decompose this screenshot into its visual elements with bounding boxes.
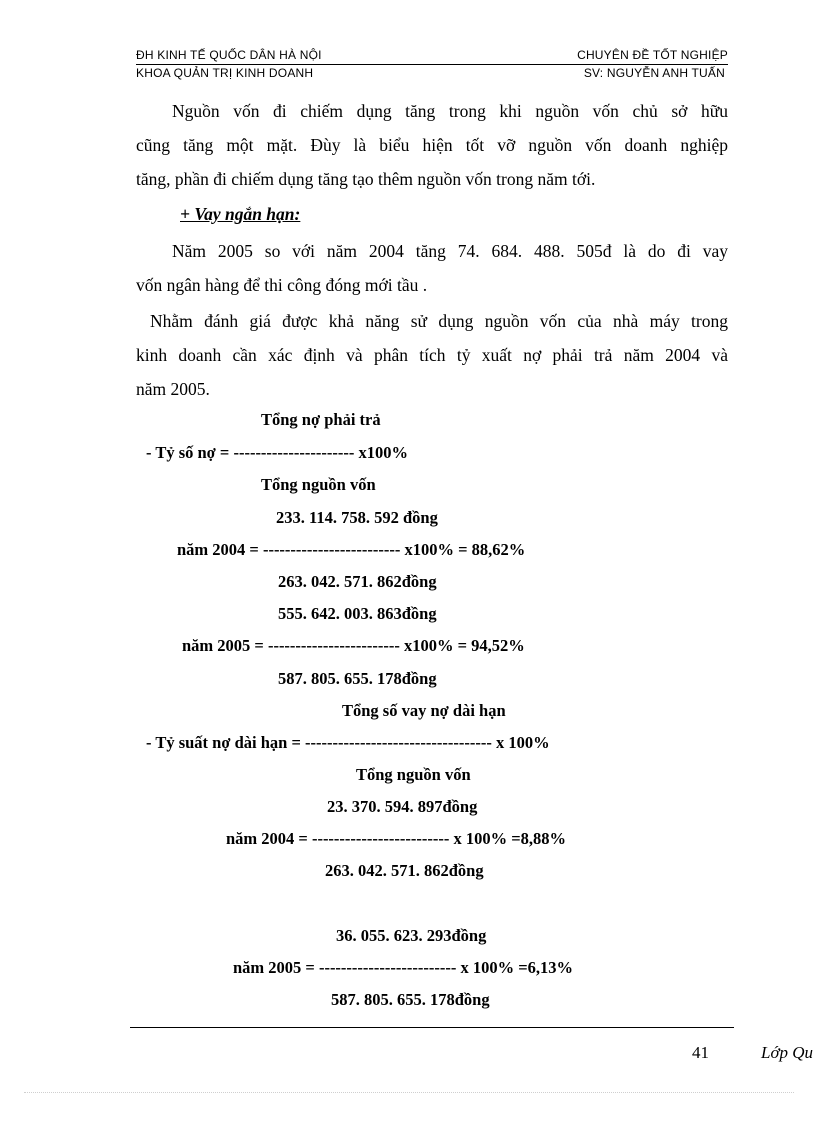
formula1-2005-line: năm 2005 = ------------------------ x100% = 94,52%: [182, 636, 525, 655]
formula1-numerator: Tổng nợ phải trả: [261, 410, 381, 429]
footer-class-label: Lớp Qu: [761, 1043, 814, 1062]
formula1-2005-numerator: 555. 642. 003. 863đồng: [278, 604, 437, 623]
header-university: ĐH KINH TẾ QUỐC DÂN HÀ NỘI: [136, 48, 322, 62]
header-divider: [136, 64, 728, 65]
formula2-2004-numerator: 23. 370. 594. 897đồng: [327, 797, 478, 816]
formula1-fraction-line: - Tỷ số nợ = ---------------------- x100%: [146, 443, 408, 462]
paragraph-line: năm 2005.: [136, 379, 210, 399]
formula1-2004-line: năm 2004 = ------------------------- x100% = 88,62%: [177, 540, 526, 559]
footer-divider: [130, 1027, 734, 1028]
subheading-short-term-loan: + Vay ngắn hạn:: [180, 204, 301, 224]
paragraph-line: Năm 2005 so với năm 2004 tăng 74. 684. 488. 505đ là do đi vay: [172, 241, 728, 261]
header-faculty: KHOA QUẢN TRỊ KINH DOANH: [136, 66, 314, 80]
paragraph-1: [136, 94, 728, 196]
paragraph-line: cũng tăng một mặt. Đùy là biểu hiện tốt vỡ nguồn vốn doanh nghiệp: [136, 135, 728, 155]
formula1-2004-numerator: 233. 114. 758. 592 đồng: [276, 508, 438, 527]
header-document-type: CHUYÊN ĐỀ TỐT NGHIỆP: [577, 48, 728, 62]
paragraph-line: vốn ngân hàng để thi công đóng mới tầu .: [136, 275, 428, 295]
header-student: SV: NGUYỄN ANH TUẤN: [583, 66, 725, 80]
formula1-denominator: Tổng nguồn vốn: [261, 475, 376, 494]
formula2-2004-denominator: 263. 042. 571. 862đồng: [325, 861, 484, 880]
paragraph-3: [136, 304, 728, 406]
page-number: 41: [692, 1043, 709, 1062]
page-bottom-dotted-line: [24, 1092, 794, 1093]
paragraph-line: kinh doanh cần xác định và phân tích tỷ xuất nợ phải trả năm 2004 và: [136, 345, 728, 365]
formula1-2004-denominator: 263. 042. 571. 862đồng: [278, 572, 437, 591]
formula2-fraction-line: - Tỷ suất nợ dài hạn = ---------------------------------- x 100%: [146, 733, 550, 752]
paragraph-line: Nhằm đánh giá được khả năng sử dụng nguồn vốn của nhà máy trong: [150, 311, 728, 331]
paragraph-2: [136, 234, 728, 302]
formula2-2005-denominator: 587. 805. 655. 178đồng: [331, 990, 490, 1009]
formula1-2005-denominator: 587. 805. 655. 178đồng: [278, 669, 437, 688]
formula2-denominator: Tổng nguồn vốn: [356, 765, 471, 784]
formula2-2004-line: năm 2004 = ------------------------- x 100% =8,88%: [226, 829, 566, 848]
formula2-2005-numerator: 36. 055. 623. 293đồng: [336, 926, 487, 945]
paragraph-line: tăng, phần đi chiếm dụng tăng tạo thêm nguồn vốn trong năm tới.: [136, 169, 596, 189]
formula2-numerator: Tổng số vay nợ dài hạn: [342, 701, 506, 720]
paragraph-line: Nguồn vốn đi chiếm dụng tăng trong khi nguồn vốn chủ sở hữu: [172, 101, 728, 121]
formula2-2005-line: năm 2005 = ------------------------- x 100% =6,13%: [233, 958, 573, 977]
